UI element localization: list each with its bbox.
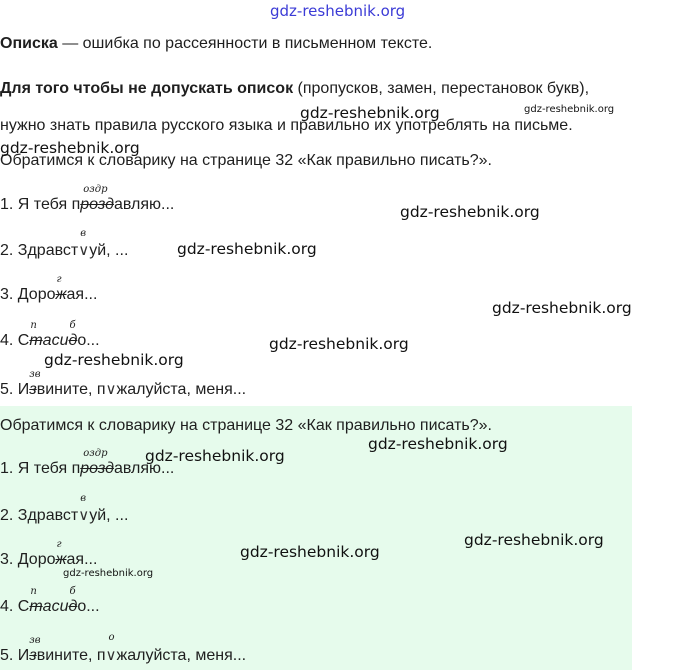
watermark: gdz-reshebnik.org (464, 531, 604, 549)
section1-heading: Обратимся к словарику на странице 32 «Как правильно писать?». (0, 152, 492, 169)
watermark: gdz-reshebnik.org (400, 203, 540, 221)
watermark: gdz-reshebnik.org (300, 104, 440, 122)
wrong-letters: розд (80, 460, 114, 477)
correction: г (56, 274, 62, 285)
correction: б (69, 320, 76, 331)
advice-line-1 (0, 79, 589, 99)
advice-bold: Для того чтобы не допускать описок (0, 80, 294, 97)
correction: п (30, 320, 37, 331)
definition-text: — ошибка по рассеянности в письменном тексте. (57, 35, 433, 52)
wrong-letters: д (68, 332, 78, 349)
section1-item-1: 1. Я тебя прозд оздр авляю... (0, 184, 175, 213)
insert-caret: ∨ (105, 381, 117, 398)
advice-line-2: нужно знать правила русского языка и правильно их употреблять на письме. (0, 117, 573, 134)
wrong-letters: ж (55, 286, 67, 303)
section1-item-5: 5. Из зв вините, п∨жалуйста, меня... (0, 369, 247, 398)
section2-item-3: 3. Дорож г ая... (0, 539, 98, 568)
site-header-link[interactable]: gdz-reshebnik.org (270, 2, 406, 20)
wrong-letters: з (29, 647, 37, 664)
insert-caret: ∨ (105, 647, 117, 664)
section1-item-3: 3. Дорож г ая... (0, 274, 98, 303)
wrong-letters: розд (80, 196, 114, 213)
wrong-letters: т (29, 598, 43, 615)
wrong-letters: д (68, 598, 78, 615)
correction: оздр (83, 448, 108, 459)
correction: о (108, 632, 115, 643)
advice-line1-rest: (пропусков, замен, перестановок букв), (293, 80, 590, 97)
correction: в (80, 228, 87, 239)
wrong-letters: ж (55, 551, 67, 568)
correction: г (56, 539, 62, 550)
watermark: gdz-reshebnik.org (177, 240, 317, 258)
definition-line (0, 34, 432, 54)
watermark: gdz-reshebnik.org (44, 351, 184, 369)
correction: б (69, 586, 76, 597)
correction: п (30, 586, 37, 597)
section2-heading: Обратимся к словарику на странице 32 «Как правильно писать?». (0, 417, 492, 434)
section1-item-4: 4. Ст п асид б о... (0, 320, 100, 349)
watermark: gdz-reshebnik.org (0, 139, 140, 157)
section2-item-1: 1. Я тебя прозд оздр авляю... (0, 448, 175, 477)
section1-item-2: 2. Здравст∨ в уй, ... (0, 228, 129, 259)
section2-item-2: 2. Здравст∨ в уй, ... (0, 493, 129, 524)
wrong-letters: з (29, 381, 37, 398)
section2-item-5: 5. Из зв вините, п∨ о жалуйста, меня... (0, 632, 247, 664)
correction: оздр (83, 184, 108, 195)
watermark: gdz-reshebnik.org (368, 435, 508, 453)
watermark: gdz-reshebnik.org (63, 568, 154, 579)
watermark: gdz-reshebnik.org (269, 335, 409, 353)
watermark: gdz-reshebnik.org (492, 299, 632, 317)
correction: зв (29, 635, 41, 646)
definition-term: Описка (0, 35, 58, 52)
correction: зв (29, 369, 41, 380)
section2-item-4: 4. Ст п асид б о... (0, 586, 100, 615)
watermark: gdz-reshebnik.org (524, 104, 615, 115)
watermark: gdz-reshebnik.org (145, 447, 285, 465)
watermark: gdz-reshebnik.org (240, 543, 380, 561)
wrong-letters: т (29, 332, 43, 349)
insert-caret: ∨ (78, 242, 90, 259)
insert-caret: ∨ (78, 507, 90, 524)
correction: в (80, 493, 87, 504)
